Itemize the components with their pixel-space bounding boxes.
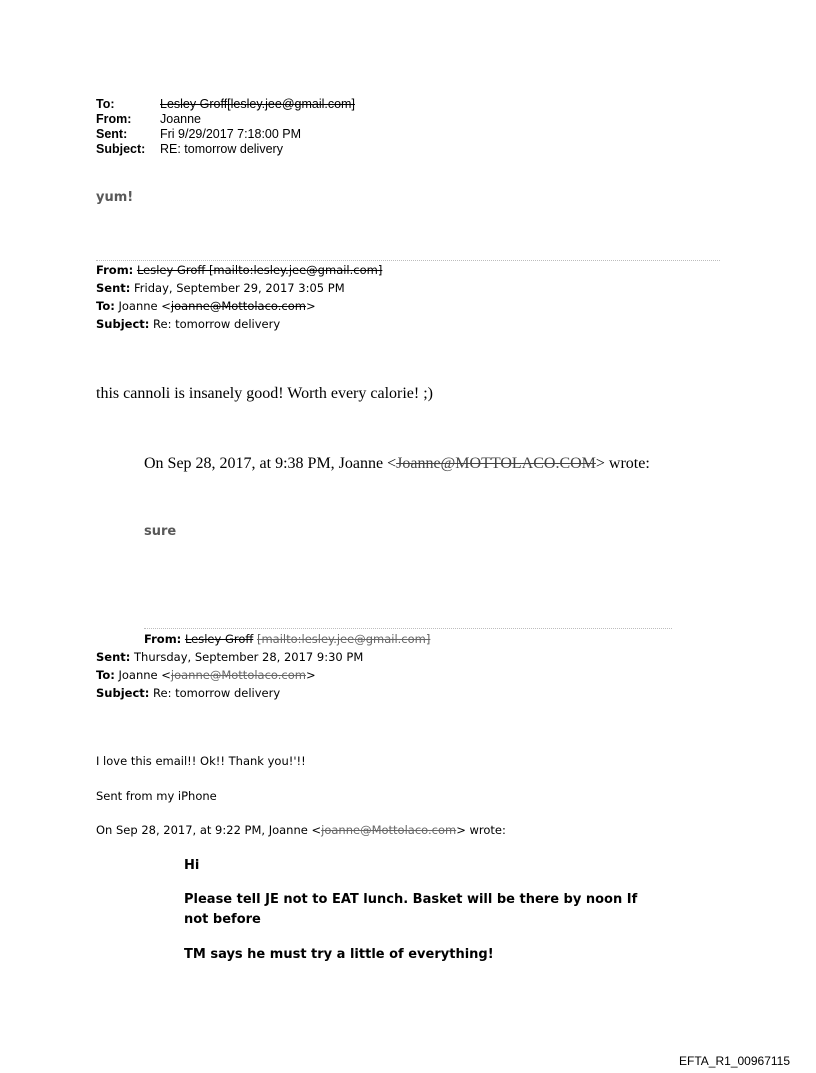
message-line-2: TM says he must try a little of everything!: [184, 947, 494, 962]
signature: Sent from my iPhone: [96, 789, 217, 803]
body-love: I love this email!! Ok!! Thank you!'!!: [96, 754, 306, 768]
greeting: Hi: [184, 858, 200, 873]
quoted2-from-row: From: Lesley Groff [mailto:lesley.jee@gmail.com]: [144, 632, 431, 646]
wrote-line-1: On Sep 28, 2017, at 9:38 PM, Joanne <Joanne@MOTTOLACO.COM> wrote:: [144, 455, 650, 472]
header-from-row: From: Joanne: [96, 112, 202, 126]
redacted-email: [mailto:lesley.jee@gmail.com]: [256, 632, 431, 646]
redacted-email: Lesley Groff[lesley.jee@gmail.com]: [160, 97, 355, 111]
redacted-email: joanne@Mottolaco.com: [321, 823, 457, 837]
header-to-row: To: Lesley Groff[lesley.jee@gmail.com]: [96, 97, 355, 111]
wrote-line-2: On Sep 28, 2017, at 9:22 PM, Joanne <joanne@Mottolaco.com> wrote:: [96, 823, 506, 837]
header-subject-row: Subject: RE: tomorrow delivery: [96, 142, 283, 156]
redacted-email: Lesley Groff [mailto:lesley.jee@gmail.com]: [136, 263, 383, 277]
header-sent-row: Sent: Fri 9/29/2017 7:18:00 PM: [96, 127, 302, 141]
redacted-name: Lesley Groff: [184, 632, 254, 646]
reply-sure: sure: [144, 524, 177, 539]
redacted-email: joanne@Mottolaco.com: [170, 668, 306, 682]
quoted-header-2: Sent: Thursday, September 28, 2017 9:30 PM To: Joanne <joanne@Mottolaco.com> Subject: Re: tomorrow delivery: [96, 650, 364, 700]
document-id: EFTA_R1_00967115: [679, 1054, 790, 1068]
redacted-email: joanne@Mottolaco.com: [170, 299, 306, 313]
top-header: [96, 97, 355, 157]
separator: [144, 628, 672, 629]
quoted-header-1: From: Lesley Groff [mailto:lesley.jee@gmail.com] Sent: Friday, September 29, 2017 3:05 PM To: Joanne <joanne@Mottolaco.com> Subject: Re: tomorrow delivery: [96, 263, 383, 331]
message-line-1: Please tell JE not to EAT lunch. Basket will be there by noon If not before: [184, 892, 638, 927]
body-cannoli: this cannoli is insanely good! Worth every calorie! ;): [96, 385, 433, 402]
reply-yum: yum!: [96, 190, 134, 205]
redacted-email: Joanne@MOTTOLACO.COM: [396, 455, 596, 472]
